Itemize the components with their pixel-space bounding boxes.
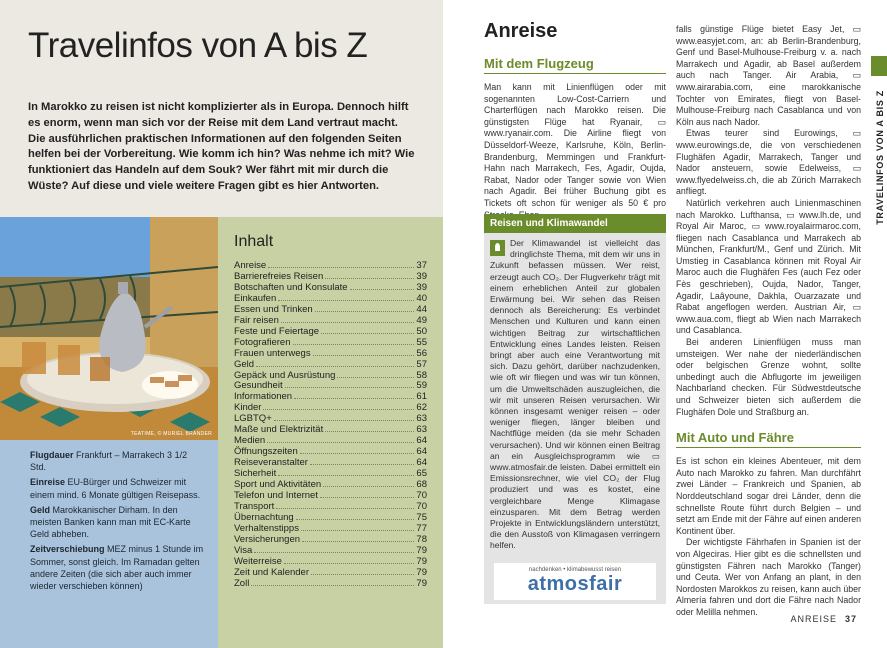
toc-leader-dots: [267, 442, 414, 443]
tea-photo-illustration: [0, 217, 218, 440]
toc-entry: [234, 349, 427, 360]
toc-entry-label: Öffnungszeiten: [234, 446, 298, 458]
toc-entry-page: 59: [416, 380, 427, 392]
col2-paragraph-2: Etwas teurer sind Eurowings, ▭ www.eurowings.de, die von verschiedenen Flughäfen Agadir, Marrakech, Tanger und Nador ansteuern, sowie Edelweiss, ▭ www.flyedelweiss.ch, die ab Zürich Marrakech anfliegt.: [676, 128, 861, 197]
toc-leader-dots: [281, 322, 415, 323]
toc-leader-dots: [251, 585, 414, 586]
toc-entry: [234, 535, 427, 546]
toc-entry-page: 75: [416, 511, 427, 523]
toc-entry-page: 77: [416, 522, 427, 534]
toc-entry-label: Visa: [234, 544, 253, 556]
toc-leader-dots: [320, 497, 414, 498]
toc-list: [234, 261, 427, 590]
toc-entry-label: Weiterreise: [234, 555, 282, 567]
toc-entry-page: 39: [416, 281, 427, 293]
flug-heading: Mit dem Flugzeug: [484, 56, 666, 74]
toc-leader-dots: [294, 398, 414, 399]
toc-entry-page: 65: [416, 468, 427, 480]
toc-entry-page: 61: [416, 391, 427, 403]
toc-entry-label: Telefon und Internet: [234, 490, 318, 502]
toc-entry: [234, 568, 427, 579]
toc-entry-label: Einkaufen: [234, 292, 277, 304]
fact-item: Flugdauer Frankfurt – Marrakech 3 1/2 Std.: [30, 450, 188, 473]
page-title: Travelinfos von A bis Z: [28, 26, 368, 65]
left-page: [0, 0, 443, 648]
toc-entry-page: 44: [416, 303, 427, 315]
toc-entry-label: Übernachtung: [234, 511, 294, 523]
toc-entry-page: 58: [416, 369, 427, 381]
toc-entry-page: 63: [416, 413, 427, 425]
toc-entry-label: Anreise: [234, 260, 267, 271]
page-footer: [790, 614, 857, 624]
toc-leader-dots: [315, 311, 415, 312]
fact-item: Geld Marokkanischer Dirham. In den meisten Banken kann man mit EC-Karte Geld abheben.: [30, 504, 191, 540]
toc-entry-label: Frauen unterwegs: [234, 347, 311, 359]
toc-entry-page: 70: [416, 500, 427, 512]
toc-entry-label: Gesundheit: [234, 380, 283, 392]
auto-paragraph-1: Es ist schon ein kleines Abenteuer, mit dem Auto nach Marokko zu fahren. Man durchfährt zwei Länder – Frankreich und Spanien, ab Norddeutschland sogar drei Länder, denn die schnellste Route führt durch Belgien – und setzt am Ende mit der Fähre auf einen anderen Kontinent über.: [676, 456, 861, 536]
toc-entry: [234, 579, 427, 590]
tree-icon: [490, 240, 505, 256]
photo-credit: TEATIME, © MURIEL BRANDER: [130, 431, 212, 437]
toc-entry-page: 56: [416, 347, 427, 359]
toc-leader-dots: [296, 519, 415, 520]
climate-box-heading: Reisen und Klimawandel: [484, 214, 666, 233]
toc-entry-label: Gepäck und Ausrüstung: [234, 369, 336, 381]
toc-entry-page: 64: [416, 446, 427, 458]
toc-leader-dots: [263, 409, 414, 410]
footer-section: ANREISE: [790, 614, 837, 624]
atmosfair-logo: [494, 563, 656, 600]
auto-paragraph-2: Der wichtigste Fährhafen in Spanien ist der von Algeciras. Hier gibt es die schnellsten und günstigsten Fähren nach Marokko (Tanger) und Ceuta. Wer von Anfang an plant, in den Nordosten Marokkos zu reisen, kann auch über Almería fahren und dort die Fähre nach Nador oder Melilla nehmen.: [676, 537, 861, 617]
toc-leader-dots: [337, 377, 414, 378]
toc-entry-label: Barrierefreies Reisen: [234, 270, 324, 282]
toc-leader-dots: [301, 530, 414, 531]
toc-leader-dots: [278, 475, 414, 476]
atmosfair-tagline: nachdenken • klimabewusst reisen: [528, 566, 622, 573]
toc-entry: [234, 360, 427, 371]
toc-entry-page: 70: [416, 490, 427, 502]
side-tab-marker: [871, 56, 887, 76]
toc-entry-page: 40: [416, 292, 427, 304]
toc-leader-dots: [300, 453, 415, 454]
toc-entry: [234, 392, 427, 403]
toc-entry-page: 79: [416, 555, 427, 567]
toc-entry: [234, 338, 427, 349]
toc-leader-dots: [311, 574, 414, 575]
toc-leader-dots: [256, 366, 414, 367]
toc-leader-dots: [274, 420, 415, 421]
flug-paragraph: Man kann mit Linienflügen oder mit sogenannten Low-Cost-Carriern und Charterflügen nach Marokko reisen. Die günstigsten Flüge hat Ryanair, ▭ www.ryanair.com. Die Airline fliegt von Düsseldorf-Weeze, Karlsruhe, Köln, Berlin-Brandenburg, Memmingen und Frankfurt-Hahn nach Marrakech, Fes, Agadir, Oujda, Rabat, Nador oder Tanger sowie von Wien nach Agadir. Bei früher Buchung gibt es Tickets oft schon für weniger als 50 € pro: [484, 82, 666, 208]
toc-entry-label: Fair reisen: [234, 314, 279, 326]
toc-entry-label: Verhaltenstipps: [234, 522, 299, 534]
toc-entry-page: 49: [416, 314, 427, 326]
toc-leader-dots: [323, 486, 414, 487]
toc-entry-page: 62: [416, 402, 427, 414]
climate-box: [484, 214, 666, 604]
toc-entry-label: Zoll: [234, 577, 250, 589]
toc-leader-dots: [313, 355, 415, 356]
toc-entry-page: 64: [416, 435, 427, 447]
facts-box: [0, 440, 218, 648]
toc-entry-page: 78: [416, 533, 427, 545]
toc-entry-page: 55: [416, 336, 427, 348]
toc-leader-dots: [302, 541, 414, 542]
toc-leader-dots: [285, 387, 415, 388]
toc-leader-dots: [350, 289, 415, 290]
toc-entry-label: Versicherungen: [234, 533, 301, 545]
toc-leader-dots: [325, 431, 414, 432]
toc-leader-dots: [276, 508, 414, 509]
col2-paragraph-4: Bei anderen Linienflügen muss man umsteigen. Wer nahe der niederländischen oder belgischen Grenze wohnt, sollte unbedingt auch die Abflugorte im jeweiligen Nachbarland checken. Für Südwestdeutsche und Schweizer bieten sich außerdem die Flughäfen Dole und Straßburg an.: [676, 337, 861, 417]
toc-entry-label: LGBTQ+: [234, 413, 272, 425]
fact-item: Einreise EU-Bürger und Schweizer mit einem mind. 6 Monate gültigen Reisepass.: [30, 477, 201, 500]
col2-paragraph-1: falls günstige Flüge bietet Easy Jet, ▭ www.easyjet.com, an: ab Berlin-Brandenburg, Genf und Basel-Mulhouse-Freiburg v. a. nach Marrakech und Agadir, ab Basel außerdem auch nach Tanger. Air Arabia, ▭ www.airarabia.com, eine marokkanische Tochter von Emirates, fliegt von Basel-Mulhouse-Freiburg nach Casablanca und von Köln aus nach Nador.: [676, 24, 861, 127]
toc-leader-dots: [293, 344, 415, 345]
toc-leader-dots: [268, 267, 414, 268]
toc-leader-dots: [310, 464, 415, 465]
toc-entry-label: Sport und Aktivitäten: [234, 479, 322, 491]
toc-entry-page: 79: [416, 544, 427, 556]
toc-entry-page: 63: [416, 424, 427, 436]
toc-entry-page: 79: [416, 566, 427, 578]
toc-entry-page: 50: [416, 325, 427, 337]
intro-paragraph: In Marokko zu reisen ist nicht komplizierter als in Europa. Dennoch hilft es enorm, wenn man sich vor der Reise mit dem Land vertraut macht. Die ausführlichen praktischen Informationen auf den folgenden Seiten helfen bei der Vorbereitung. Wie komm ich hin? Was nehme ich mit? Wie funktioniert das Handeln auf dem Souk? Wer fährt mit mir durch die Wüste? Auf diese und viele weitere Fragen gibt es hier Antworten.: [28, 101, 415, 192]
toc-entry-page: 39: [416, 270, 427, 282]
climate-box-text: Der Klimawandel ist vielleicht das dringlichste Thema, mit dem wir uns in Zukunft befassen müssen. Wer reist, erzeugt auch CO₂. Der Flugverkehr trägt mit einem erheblichen Anteil zur globalen Erwärmung bei. Wir sehen das Reisen dennoch als Bereicherung: Es verbindet Menschen und Kulturen und kann einen wichtigen Beitrag zur wirtschaftlichen Entwicklung eines Landes leisten. Reisen bringt aber auch eine Verantwortung mit sich. Dazu gehört, darüber nachzudenken, wie oft wir fliegen und was wir tun können, um die Umweltschäden auszugleichen, die wir mit unseren Reisen verursachen. Wir können insgesamt weniger reisen – oder weniger fliegen, länger bleiben und Nachtflüge meiden (da sie mehr Schaden verursachen). Und wir können einen Beitrag an ein Ausgleichsprogramm wie ▭ www.atmosfair.de leisten. Dabei ermittelt ein Emissionsrechner, wie viel CO₂ der Flug produziert und was es kostet, eine vergleichbare Menge Klimagase einzusparen. Mit dem Betrag werden Projekte in Entwicklungsländern unterstützt, die den Ausstoß von Klimagasen verringern helfen.: [490, 238, 660, 551]
toc-entry-label: Informationen: [234, 391, 293, 403]
toc-entry-label: Botschaften und Konsulate: [234, 281, 348, 293]
toc-entry-page: 57: [416, 358, 427, 370]
toc-leader-dots: [321, 333, 414, 334]
side-running-title: TRAVELINFOS VON A BIS Z: [875, 90, 885, 225]
toc-entry-label: Kinder: [234, 402, 262, 414]
toc-entry-label: Sicherheit: [234, 468, 277, 480]
table-of-contents: [218, 217, 443, 648]
toc-entry-label: Feste und Feiertage: [234, 325, 320, 337]
atmosfair-wordmark: atmosfair: [527, 572, 623, 595]
toc-title: Inhalt: [234, 233, 274, 250]
toc-entry-label: Maße und Elektrizität: [234, 424, 324, 436]
tea-photo: [0, 217, 218, 440]
toc-entry-label: Zeit und Kalender: [234, 566, 309, 578]
toc-leader-dots: [325, 278, 414, 279]
col2-paragraph-3: Natürlich verkehren auch Linienmaschinen nach Marokko. Lufthansa, ▭ www.lh.de, und Royal Air Maroc, ▭ www.royalairmaroc.com, fliegen nach Casablanca und Marrakech ab München, Frankfurt/M., Genf und Zürich. Mit Umstieg in Casablanca können mit Royal Air Maroc auch die Flughäfen Fes (auch Fez oder Fès geschrieben), Oujda, Nador, Tanger, Agadir, Laâyoune, Dakhla, Ouarzazate und Rabat angeflogen werden. Austrian Air, ▭ www.aua.com, fliegt ab Wien nach Marrakech und Casablanca.: [676, 197, 861, 336]
toc-entry-page: 64: [416, 457, 427, 469]
right-page: [443, 0, 887, 648]
toc-entry-page: 68: [416, 479, 427, 491]
toc-entry-label: Transport: [234, 500, 275, 512]
toc-entry-label: Essen und Trinken: [234, 303, 313, 315]
toc-entry-page: 37: [416, 260, 427, 271]
toc-leader-dots: [284, 563, 415, 564]
toc-entry-label: Reiseveranstalter: [234, 457, 308, 469]
toc-entry-label: Medien: [234, 435, 266, 447]
toc-entry-label: Geld: [234, 358, 255, 370]
toc-leader-dots: [254, 552, 414, 553]
toc-entry-label: Fotografieren: [234, 336, 291, 348]
page-number: 37: [844, 614, 857, 624]
toc-leader-dots: [278, 300, 414, 301]
fact-item: Zeitverschiebung MEZ minus 1 Stunde im Sommer, sonst gleich. Im Ramadan gelten andere Zeiten (die sich aber auch immer wieder verschieben können): [30, 544, 204, 592]
auto-heading: Mit Auto und Fähre: [676, 430, 861, 448]
toc-entry-page: 79: [416, 577, 427, 589]
section-title: Anreise: [484, 20, 558, 42]
